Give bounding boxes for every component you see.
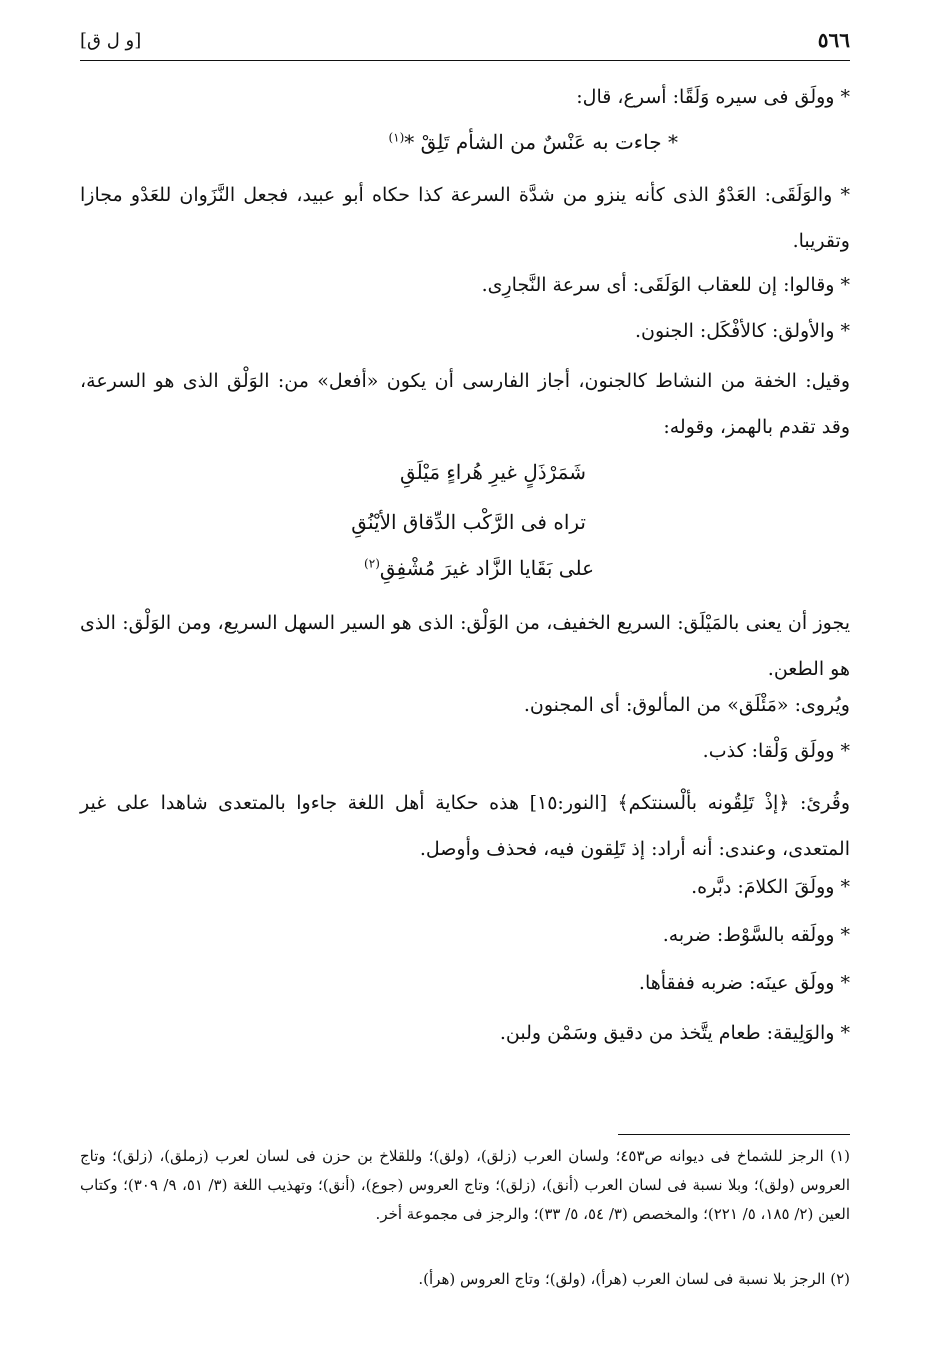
verse-line — [388, 130, 678, 154]
entry-line: * وولَق وَلْقا: كذب. — [702, 740, 850, 762]
page-number: ٥٦٦ — [817, 28, 850, 52]
verse-text: على بَقَايا الزَّاد غيرَ مُشْفِقِ — [379, 556, 594, 580]
entry-line: * وقالوا: إن للعقاب الوَلَقَى: أى سرعة النَّجارِى. — [481, 274, 850, 296]
footnote-2: (٢) الرجز بلا نسبة فى لسان العرب (هرأ)، (ولق)؛ وتاج العروس (هرأ). — [418, 1270, 850, 1288]
entry-line: * وولَق فى سيره وَلَقًا: أسرع، قال: — [576, 86, 850, 108]
entry-line: * وولَقه بالسَّوْط: ضربه. — [662, 924, 850, 946]
entry-paragraph: يجوز أن يعنى بالمَيْلَق: السريع الخفيف، من الوَلْق: الذى هو السير السهل السريع، ومن الوَلْق: الذى هو الطعن. — [80, 612, 850, 680]
entry-paragraph: وقيل: الخفة من النشاط كالجنون، أجاز الفارسى أن يكون «أفعل» من: الوَلْق الذى هو السرعة، وقد تقدم بالهمز، وقوله: — [80, 370, 850, 438]
page-header — [80, 28, 850, 60]
entry-line: * والأولق: كالأفْكَل: الجنون. — [634, 320, 850, 342]
entry-paragraph: وقُرئ: ﴿إذْ تَلِقُونه بألْسنتكم﴾ [النور:١٥] هذه حكاية أهل اللغة جاءوا بالمتعدى شاهدا على غير المتعدى، وعندى: أنه أراد: إذ تَلِقون فيه، فحذف وأوصل. — [80, 792, 850, 860]
entry-paragraph: * والوَلَقَى: العَدْوُ الذى كأنه ينزو من شدَّة السرعة كذا حكاه أبو عبيد، فجعل النَّزَوان للعَدْو مجازا وتقريبا. — [80, 184, 850, 252]
footnote-marker: (١) — [388, 130, 405, 145]
entry-line: * وولَق عينَه: ضربه ففقأها. — [638, 972, 850, 994]
verse-line — [364, 556, 594, 580]
verse-line: شَمَرْذَلٍ غيرِ هُراءٍ مَيْلَقِ — [400, 460, 586, 484]
root-letters: [و ل ق] — [80, 30, 142, 51]
footnote-marker: (٢) — [364, 556, 380, 571]
entry-line: * والوَلِيقة: طعام يتَّخذ من دقيق وسَمْن ولبن. — [499, 1022, 850, 1044]
entry-line: ويُروى: «مَئْلَق» من المألوق: أى المجنون. — [523, 694, 850, 716]
entry-line: * وولَقَ الكلامَ: دبَّره. — [691, 876, 850, 898]
footnote-1: (١) الرجز للشماخ فى ديوانه ص٤٥٣؛ ولسان العرب (زلق)، (ولق)؛ وللقلاخ بن حزن فى لسان لعرب (زملق)، (زلق)؛ وتاج العروس (ولق)؛ وبلا نسبة فى لسان العرب (أنق)، (زلق)؛ وتاج العروس (جوع)، (أنق)؛ وتهذيب اللغة (٣/ ٥١، ٩/ ٣٠٩)؛ وكتاب العين (٢/ ١٨٥، ٥/ ٢٢١)؛ والمخصص (٣/ ٥٤، ٥/ ٣٣)؛ والرجز فى مجموعة أخر. — [80, 1147, 850, 1223]
verse-text: * جاءت به عَنْسٌ من الشأم تَلِقْ * — [404, 130, 678, 154]
footnote-divider — [618, 1134, 850, 1135]
verse-line: تراه فى الرَّكْب الدِّقاق الأيْنُقِ — [351, 510, 586, 534]
header-divider — [80, 60, 850, 61]
